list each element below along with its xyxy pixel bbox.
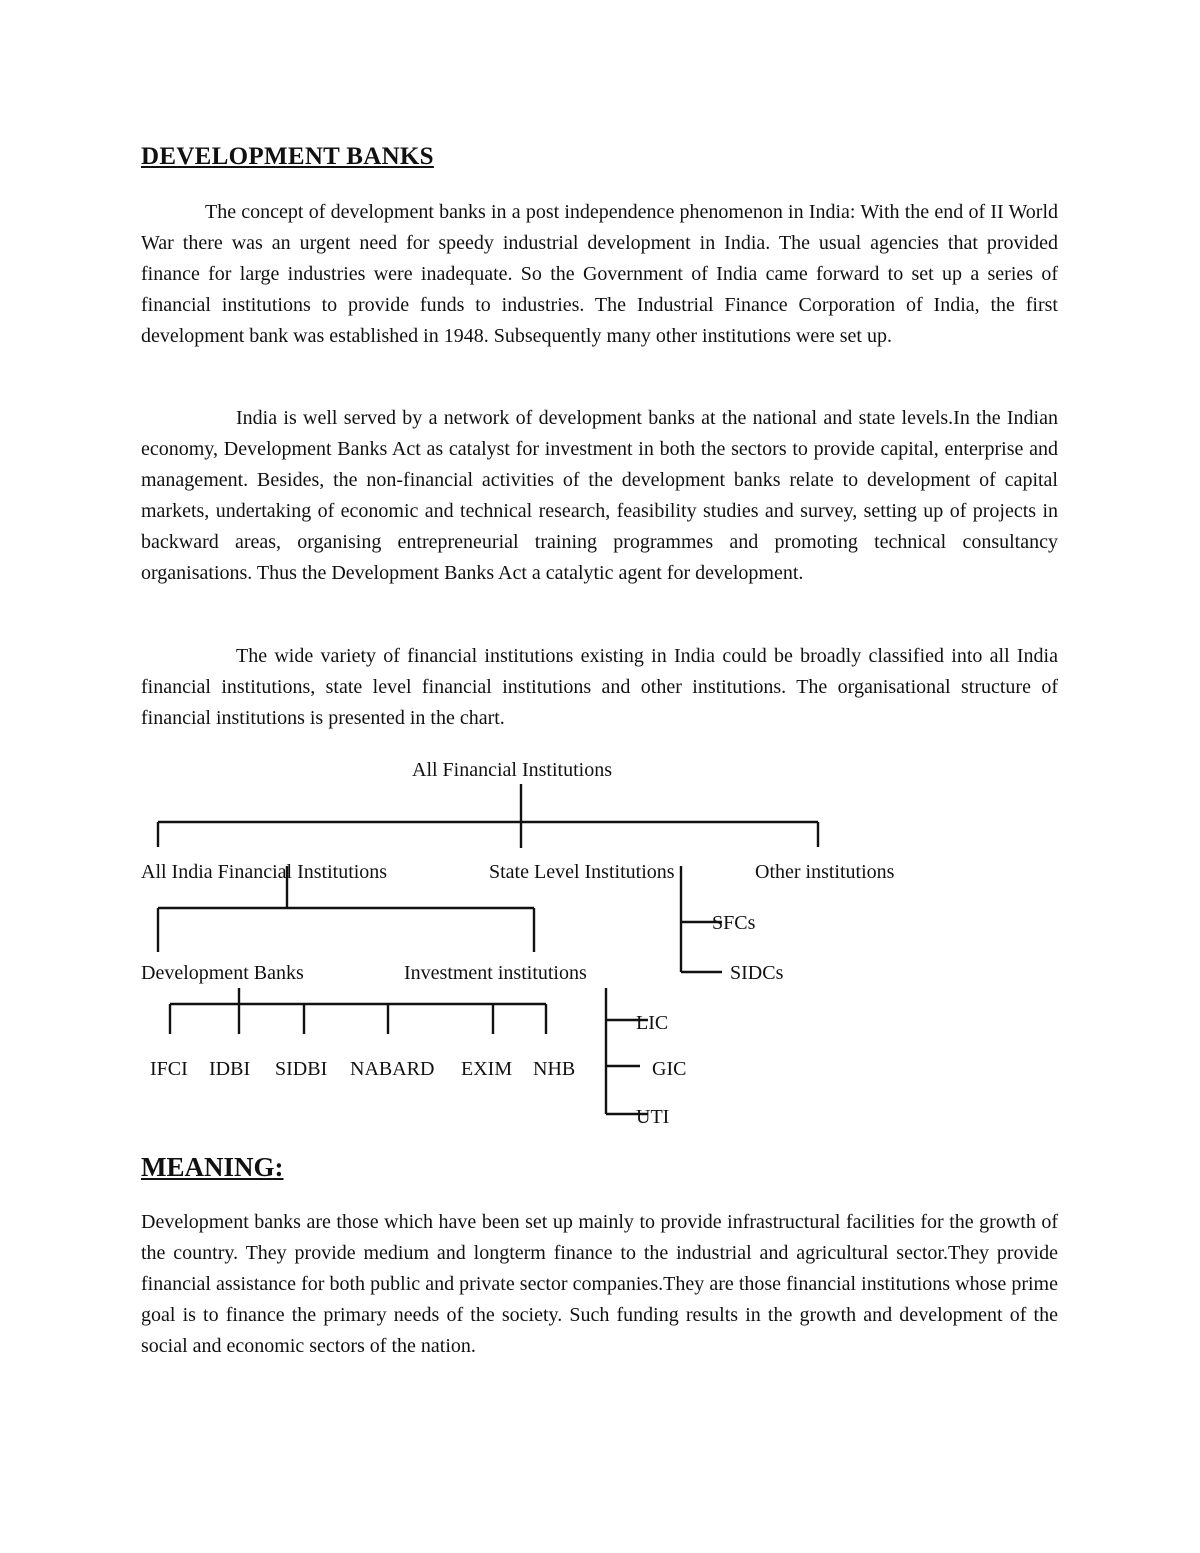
chart-node-ifci: IFCI — [150, 1058, 188, 1080]
intro-paragraph: The concept of development banks in a post independence phenomenon in India: With the end of II World War there was an urgent need for speedy industrial development in India. The usual agencies that provided finance for large industries were inadequate. So the Government of India came forward to set up a series of financial institutions to provide funds to industries. The Industrial Finance Corporation of India, the first development bank was established in 1948. Subsequently many other institutions were set up. — [141, 201, 1058, 347]
chart-node-investment-institutions: Investment institutions — [404, 962, 587, 984]
chart-node-development-banks: Development Banks — [141, 962, 304, 984]
chart-node-all-india: All India Financial Institutions — [141, 861, 388, 883]
classification-paragraph: The wide variety of financial institutions existing in India could be broadly classified into all India financial institutions, state level financial institutions and other institutions. The organisational structure of financial institutions is presented in the chart. — [141, 645, 1058, 729]
chart-node-exim: EXIM — [461, 1058, 513, 1080]
meaning-heading: MEANING: — [141, 1152, 284, 1182]
chart-root-label: All Financial Institutions — [412, 759, 612, 781]
chart-node-state-level: State Level Institutions — [489, 861, 675, 883]
chart-node-sfcs: SFCs — [712, 912, 756, 934]
chart-node-idbi: IDBI — [209, 1058, 251, 1080]
chart-node-nabard: NABARD — [350, 1058, 435, 1080]
meaning-paragraph: Development banks are those which have been set up mainly to provide infrastructural facilities for the growth of the country. They provide medium and longterm finance to the industrial and agricultural sector.They provide financial assistance for both public and private sector companies.They are those financial institutions whose prime goal is to finance the primary needs of the society. Such funding results in the growth and development of the social and economic sectors of the nation. — [141, 1211, 1058, 1357]
network-paragraph: India is well served by a network of development banks at the national and state levels.In the Indian economy, Development Banks Act as catalyst for investment in both the sectors to provide capital, enterprise and management. Besides, the non-financial activities of the development banks relate to development of capital markets, undertaking of economic and technical research, feasibility studies and survey, setting up of projects in backward areas, organising entrepreneurial training programmes and promoting technical consultancy organisations. Thus the Development Banks Act a catalytic agent for development. — [141, 407, 1058, 584]
chart-node-other: Other institutions — [755, 861, 895, 883]
chart-node-gic: GIC — [652, 1058, 687, 1080]
page-title: DEVELOPMENT BANKS — [141, 143, 434, 170]
chart-node-nhb: NHB — [533, 1058, 576, 1080]
chart-node-uti: UTI — [636, 1106, 670, 1128]
chart-node-lic: LIC — [636, 1012, 669, 1034]
chart-node-sidbi: SIDBI — [275, 1058, 328, 1080]
chart-node-sidcs: SIDCs — [730, 962, 784, 984]
